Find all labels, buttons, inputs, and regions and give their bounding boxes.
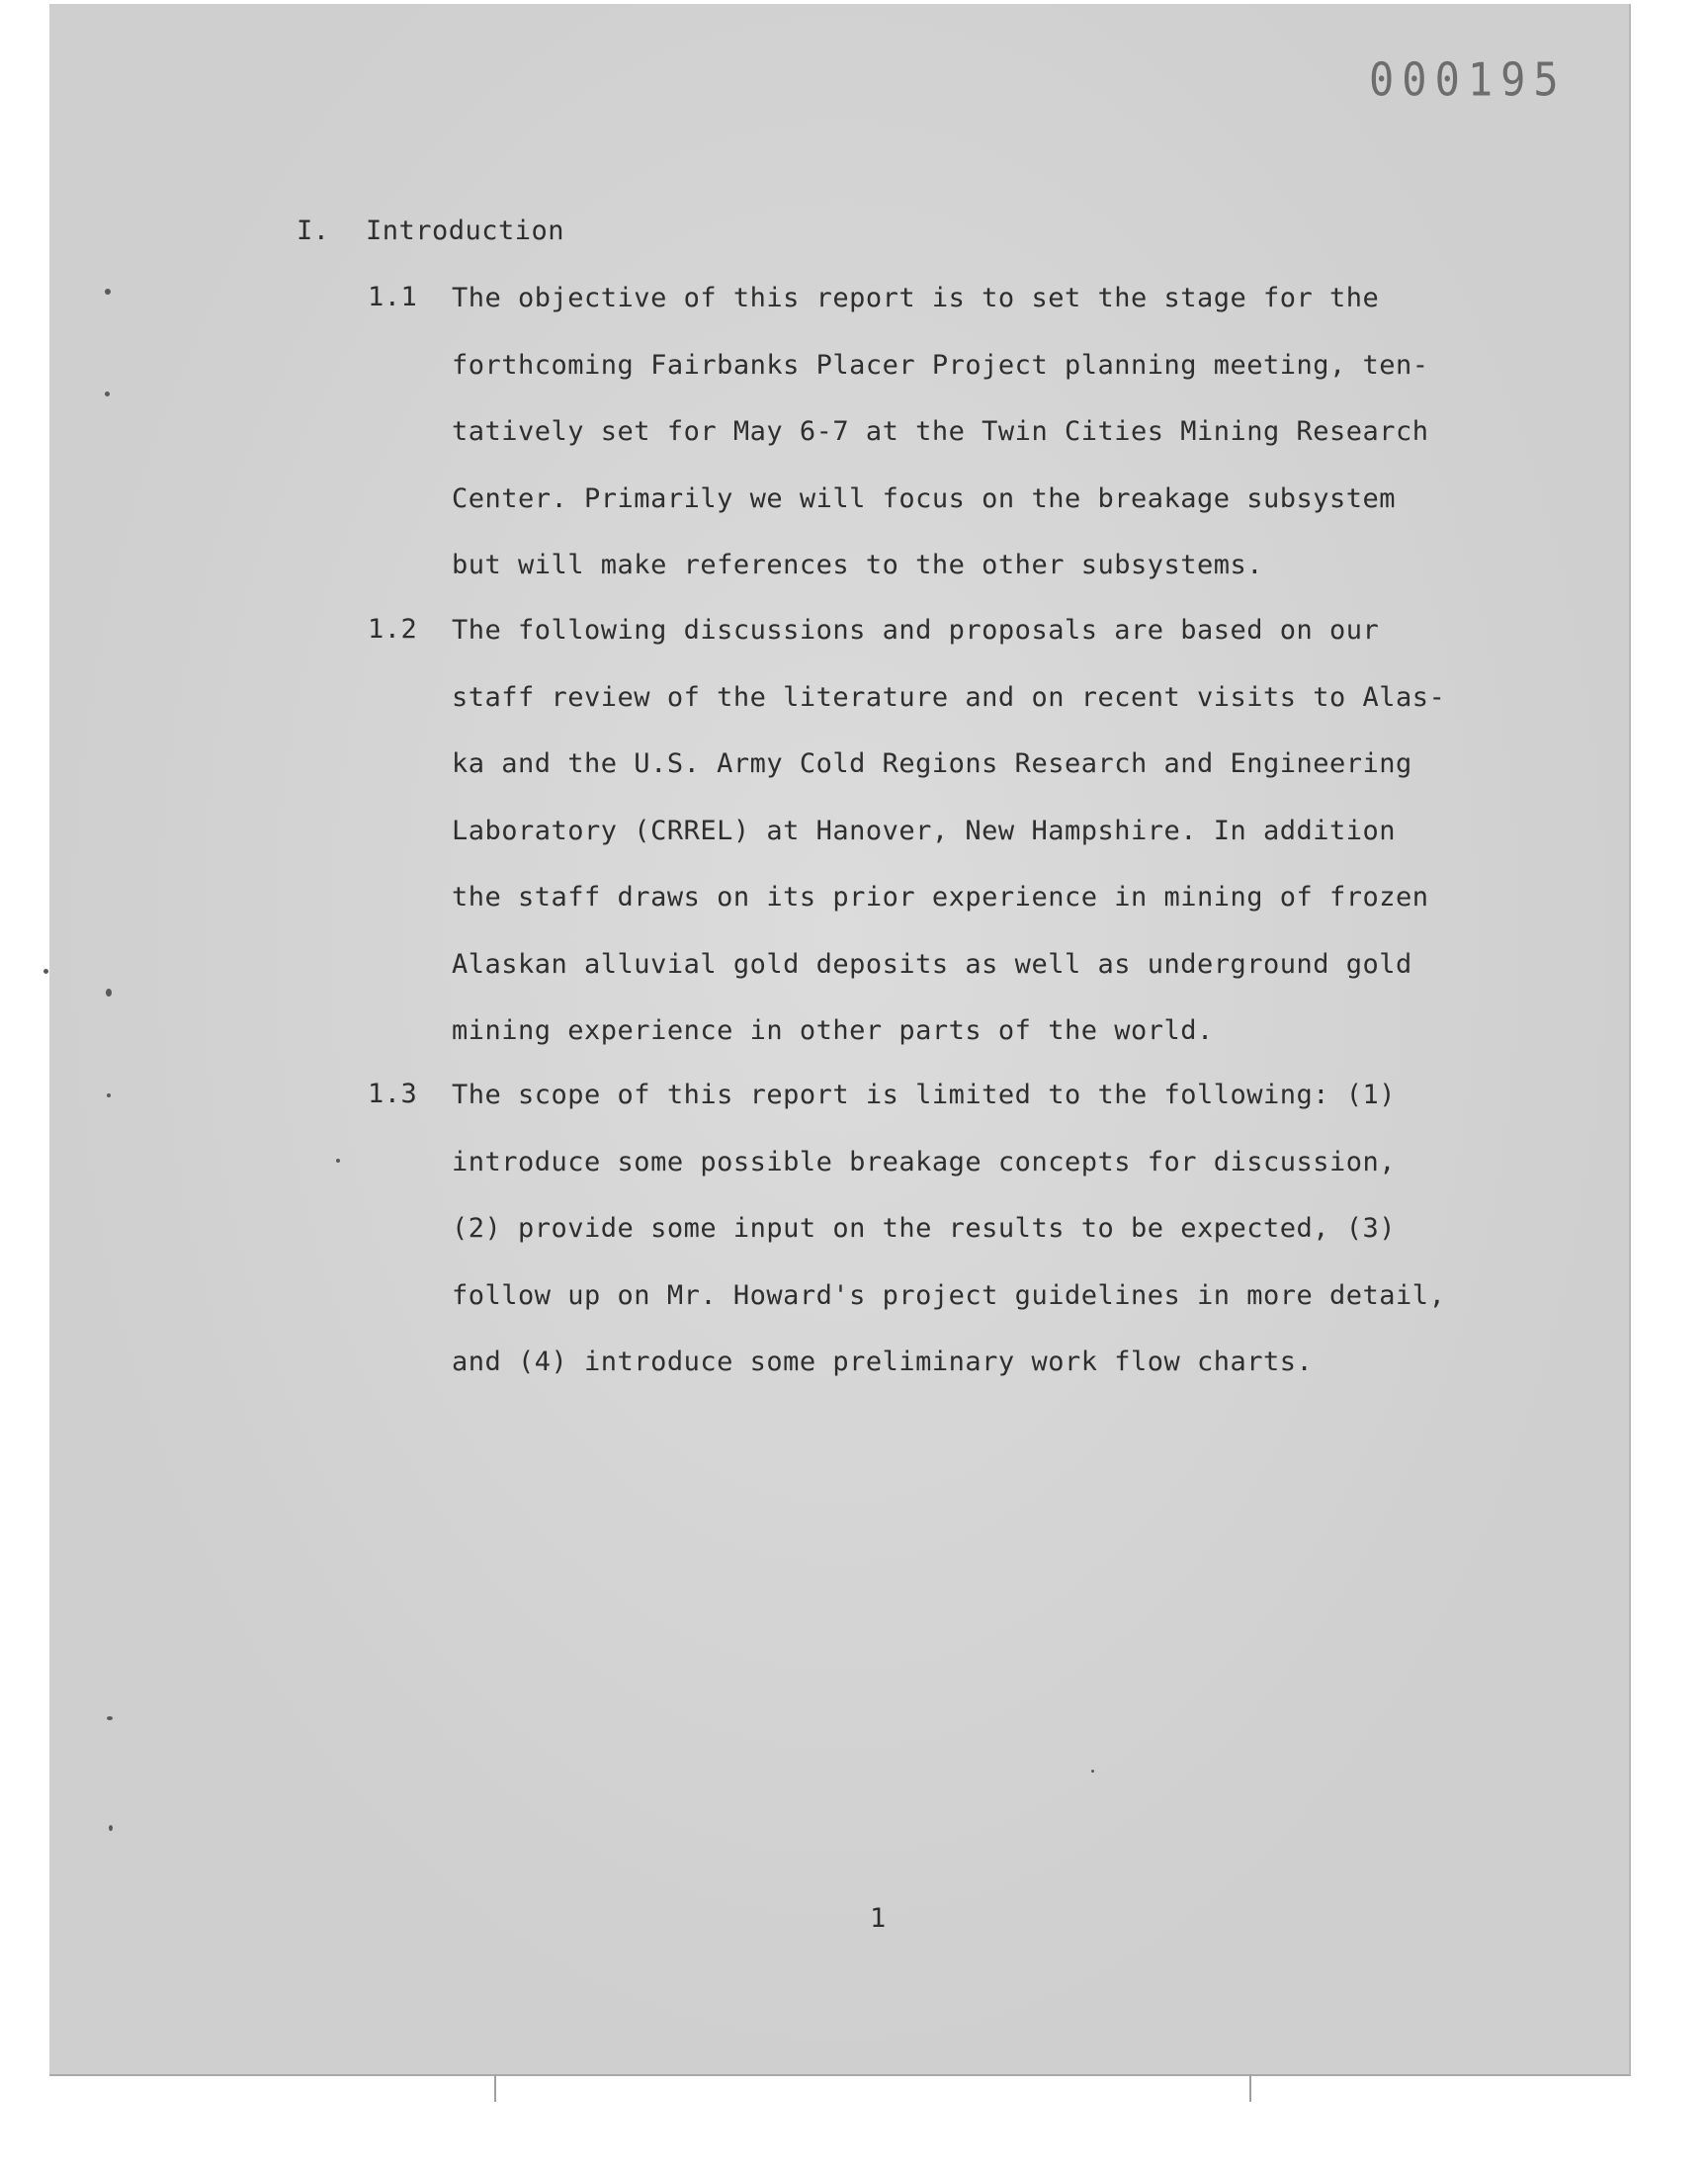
bates-stamp: 000195 bbox=[1369, 52, 1567, 107]
paragraph-body bbox=[452, 1079, 1445, 1413]
section-number: I. bbox=[297, 216, 330, 246]
text-line: mining experience in other parts of the world. bbox=[452, 1015, 1214, 1046]
text-line: Center. Primarily we will focus on the breakage subsystem bbox=[452, 482, 1397, 514]
text-line: Laboratory (CRREL) at Hanover, New Hampshire. In addition bbox=[452, 815, 1397, 846]
text-line: The scope of this report is limited to the following: (1) bbox=[452, 1080, 1397, 1110]
text-line: tatively set for May 6-7 at the Twin Cities Mining Research bbox=[452, 416, 1429, 447]
scan-edge-mark bbox=[494, 2074, 496, 2102]
text-line: but will make references to the other subsystems. bbox=[452, 550, 1264, 580]
text-line: introduce some possible breakage concepts for discussion, bbox=[452, 1146, 1397, 1177]
paragraph-number: 1.1 bbox=[368, 282, 418, 312]
paragraph-body bbox=[452, 282, 1429, 616]
text-line: the staff draws on its prior experience in mining of frozen bbox=[452, 882, 1429, 913]
paragraph-body bbox=[452, 614, 1445, 1082]
text-line: (2) provide some input on the results to be expected, (3) bbox=[452, 1213, 1397, 1244]
scan-speck bbox=[336, 1159, 340, 1163]
paragraph-number: 1.2 bbox=[368, 614, 418, 645]
text-line: The objective of this report is to set the stage for the bbox=[452, 283, 1380, 313]
scan-speck bbox=[1091, 1770, 1094, 1773]
text-line: The following discussions and proposals are based on our bbox=[452, 615, 1380, 646]
scan-speck bbox=[106, 989, 112, 997]
text-line: Alaskan alluvial gold deposits as well as underground gold bbox=[452, 948, 1412, 980]
text-line: staff review of the literature and on recent visits to Alas- bbox=[452, 681, 1446, 713]
text-line: forthcoming Fairbanks Placer Project planning meeting, ten- bbox=[452, 349, 1429, 381]
scan-speck bbox=[43, 969, 48, 974]
section-title: Introduction bbox=[366, 216, 565, 246]
scan-speck bbox=[107, 1716, 113, 1720]
paragraph-number: 1.3 bbox=[368, 1079, 418, 1109]
scan-speck bbox=[107, 1093, 111, 1097]
scan-edge-mark bbox=[1249, 2074, 1251, 2102]
page-number: 1 bbox=[870, 1903, 887, 1934]
scan-speck bbox=[105, 392, 110, 396]
text-line: follow up on Mr. Howard's project guidelines in more detail, bbox=[452, 1279, 1446, 1311]
scan-speck bbox=[109, 1825, 113, 1831]
scan-speck bbox=[105, 289, 111, 295]
text-line: ka and the U.S. Army Cold Regions Research and Engineering bbox=[452, 748, 1412, 779]
text-line: and (4) introduce some preliminary work flow charts. bbox=[452, 1347, 1314, 1377]
